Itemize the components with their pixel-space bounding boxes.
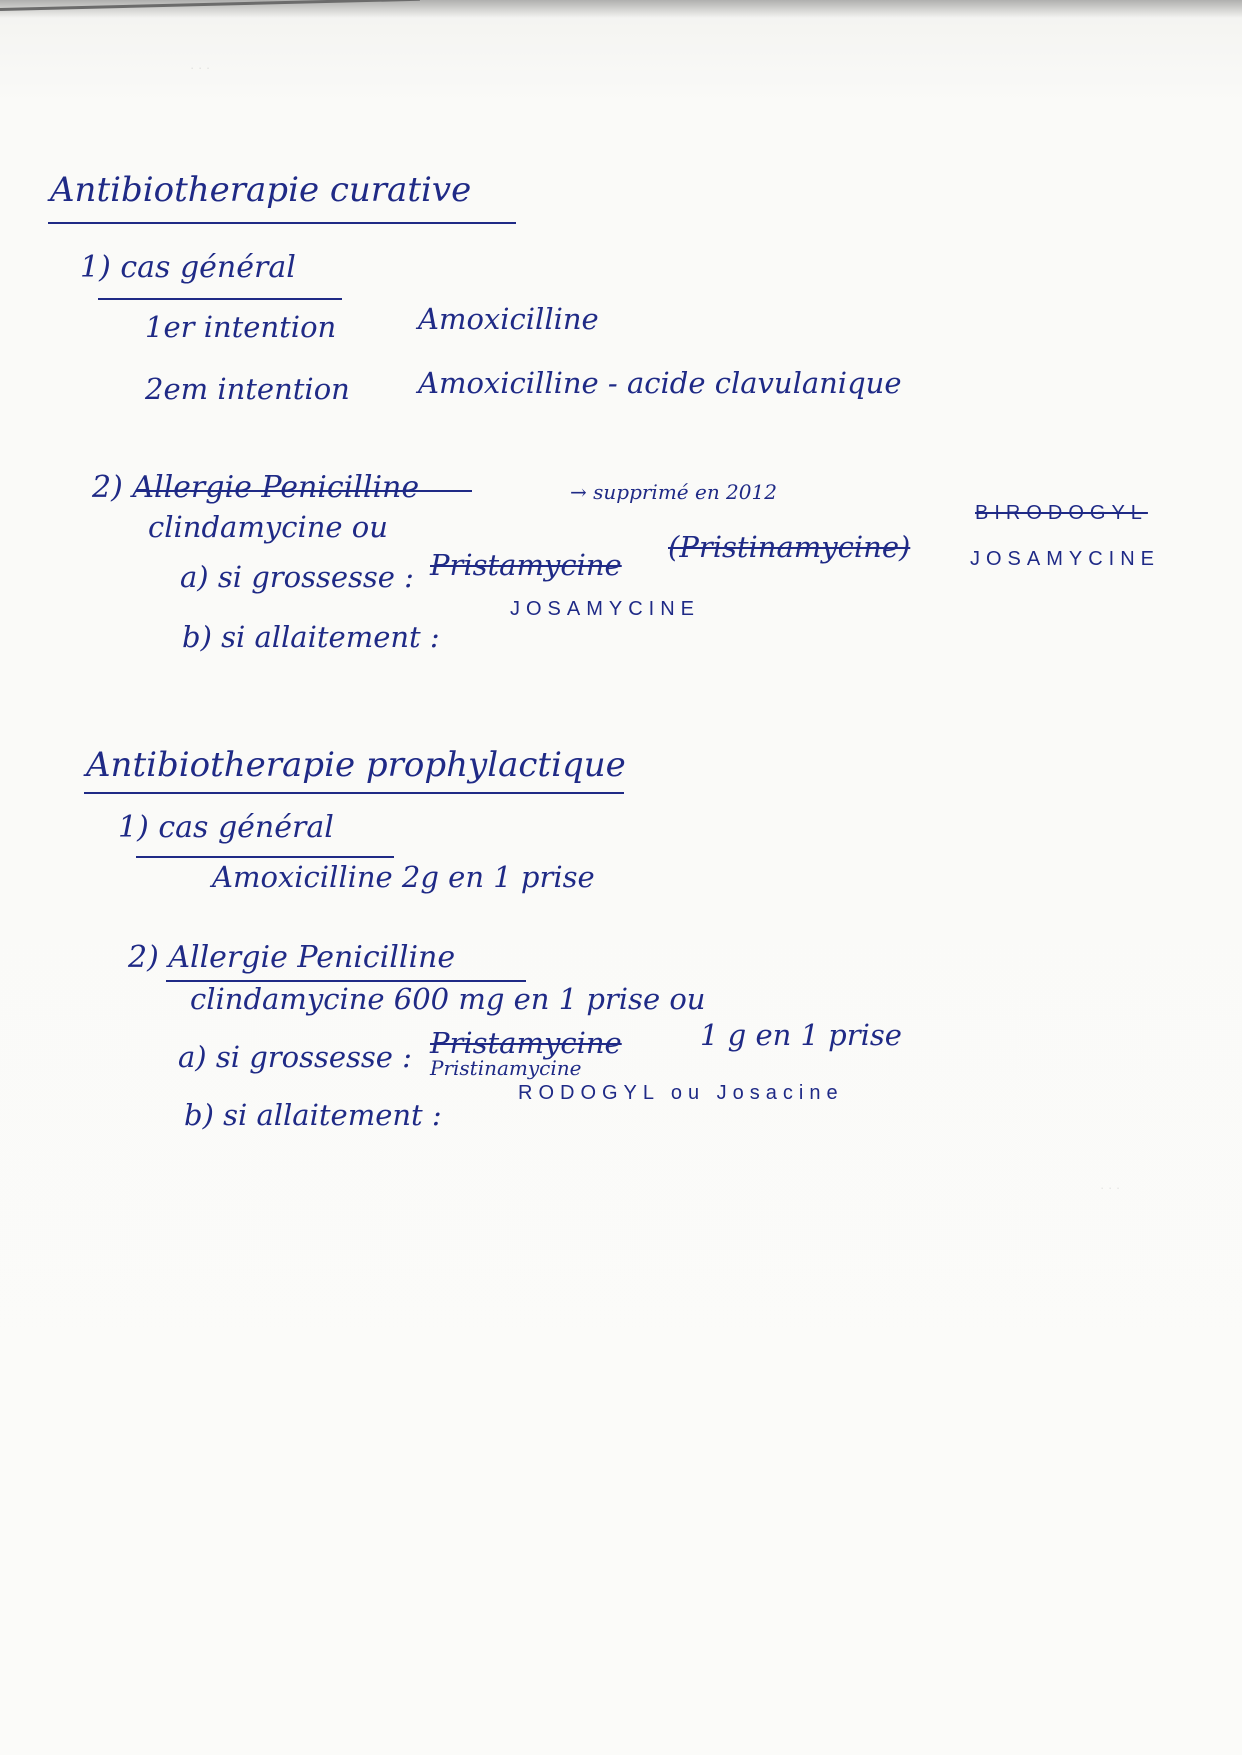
- prophylactic-breastfeeding-value: RODOGYL ou Josacine: [518, 1082, 844, 1104]
- prophylactic-general-value: Amoxicilline 2g en 1 prise: [212, 860, 595, 894]
- curative-pregnancy-paren-struck: (Pristinamycine): [668, 530, 911, 564]
- prophylactic-pregnancy-label: a) si grossesse :: [178, 1040, 412, 1074]
- curative-breastfeeding-label: b) si allaitement :: [182, 620, 440, 654]
- curative-title-underline: [48, 222, 516, 224]
- second-intention-value: Amoxicilline - acide clavulanique: [418, 366, 902, 400]
- curative-breastfeeding-value: JOSAMYCINE: [510, 598, 701, 620]
- curative-allergy-heading: 2) Allergie Penicilline: [92, 470, 420, 505]
- curative-title: Antibiotherapie curative: [50, 170, 472, 210]
- prophylactic-general-heading: 1) cas général: [118, 810, 334, 845]
- second-intention-label: 2em intention: [145, 372, 350, 406]
- prophylactic-pregnancy-struck: Pristamycine: [430, 1026, 622, 1060]
- first-intention-label: 1er intention: [145, 310, 337, 344]
- curative-pregnancy-struck: Pristamycine: [430, 548, 622, 582]
- prophylactic-allergy-heading: 2) Allergie Penicilline: [128, 940, 456, 975]
- curative-general-underline: [98, 298, 342, 300]
- show-through-mark: · · ·: [190, 60, 211, 75]
- curative-clindamycine-line: clindamycine ou: [148, 510, 388, 544]
- curative-pregnancy-label: a) si grossesse :: [180, 560, 414, 594]
- prophylactic-breastfeeding-label: b) si allaitement :: [184, 1098, 442, 1132]
- curative-alt-josamycine: JOSAMYCINE: [970, 548, 1161, 570]
- curative-general-heading: 1) cas général: [80, 250, 296, 285]
- prophylactic-title: Antibiotherapie prophylactique: [86, 745, 626, 785]
- prophylactic-pregnancy-fix: Pristinamycine: [430, 1056, 582, 1080]
- prophylactic-title-underline: [84, 792, 624, 794]
- first-intention-value: Amoxicilline: [418, 302, 599, 336]
- show-through-mark: · · ·: [1100, 1180, 1121, 1195]
- prophylactic-pregnancy-dose: 1 g en 1 prise: [700, 1018, 902, 1052]
- curative-alt-struck: BIRODOGYL: [975, 502, 1148, 524]
- removed-note: → supprimé en 2012: [570, 480, 777, 504]
- curative-allergy-underline: [136, 490, 472, 492]
- prophylactic-clindamycine-line: clindamycine 600 mg en 1 prise ou: [190, 982, 706, 1016]
- prophylactic-general-underline: [136, 856, 394, 858]
